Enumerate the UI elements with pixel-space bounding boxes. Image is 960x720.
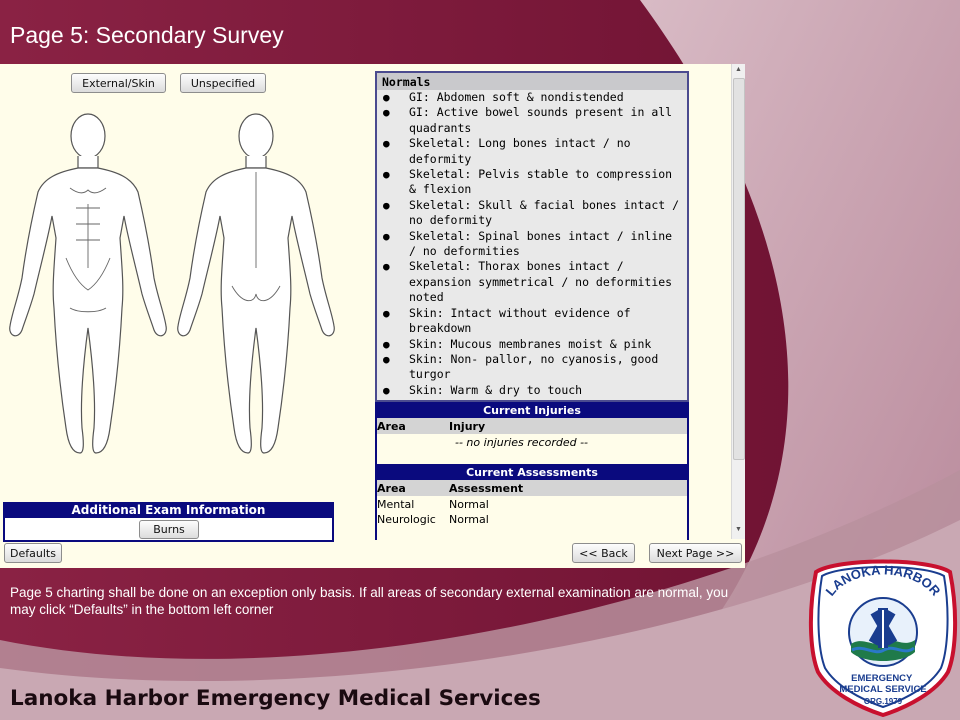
additional-exam-header: Additional Exam Information: [3, 502, 334, 518]
back-button[interactable]: << Back: [572, 543, 635, 563]
bullet-icon: ●: [383, 137, 390, 151]
injuries-col-area: Area: [377, 420, 406, 433]
normals-item-text: Skeletal: Skull & facial bones intact / no deformity: [409, 197, 680, 228]
bullet-icon: ●: [383, 337, 390, 351]
badge-org: ORG.1979: [863, 697, 903, 706]
assessment-row-area: Neurologic: [377, 513, 436, 526]
normals-list-item[interactable]: [377, 306, 687, 337]
normals-item-text: Skin: Warm & dry to touch: [409, 382, 583, 397]
secondary-survey-panel: [0, 64, 745, 568]
normals-item-text: GI: Abdomen soft & nondistended: [409, 90, 624, 104]
bullet-icon: ●: [383, 106, 390, 120]
normals-header: Normals: [377, 73, 687, 90]
no-injuries-text: -- no injuries recorded --: [455, 436, 589, 449]
unspecified-button[interactable]: Unspecified: [180, 73, 266, 93]
normals-item-text: Skeletal: Pelvis stable to compression & flexion: [409, 167, 673, 197]
normals-item-text: GI: Active bowel sounds present in all quadrants: [409, 105, 673, 135]
defaults-button[interactable]: Defaults: [4, 543, 62, 563]
assessment-row-value: Normal: [449, 513, 489, 526]
bullet-icon: ●: [383, 168, 390, 182]
bullet-icon: ●: [383, 383, 390, 397]
normals-list-item[interactable]: [377, 352, 687, 383]
scroll-up-arrow[interactable]: ▲: [735, 66, 742, 73]
normals-item-text: Skeletal: Long bones intact / no deformity: [409, 136, 631, 166]
normals-list[interactable]: [375, 71, 689, 402]
assessments-box: [375, 480, 689, 540]
assessment-row-value: Normal: [449, 498, 489, 511]
bullet-icon: ●: [383, 229, 390, 243]
normals-item-text: Skin: Intact without evidence of breakdown: [409, 305, 631, 336]
assessments-col-area: Area: [377, 482, 406, 495]
normals-list-item[interactable]: [377, 167, 687, 198]
normals-list-item[interactable]: [377, 383, 687, 398]
injuries-box: [375, 418, 689, 464]
slide-title: Page 5: Secondary Survey: [10, 22, 284, 48]
body-back-diagram[interactable]: [176, 108, 336, 463]
normals-list-item[interactable]: [377, 198, 687, 229]
normals-list-item[interactable]: [377, 259, 687, 305]
bullet-icon: ●: [383, 306, 390, 320]
external-skin-button[interactable]: External/Skin: [71, 73, 166, 93]
normals-item-text: Skin: Non- pallor, no cyanosis, good turgor: [409, 351, 659, 382]
slide-description: Page 5 charting shall be done on an exception only basis. If all areas of secondary external examination are normal, you may click “Defaults” in the bottom left corner: [10, 585, 729, 617]
badge-bottom-text: EMERGENCY MEDICAL SERVICE: [839, 673, 927, 695]
normals-list-item[interactable]: [377, 105, 687, 136]
normals-items: [377, 90, 687, 398]
bullet-icon: ●: [383, 352, 390, 366]
assessment-row-area: Mental: [377, 498, 415, 511]
body-front-diagram[interactable]: [8, 108, 168, 463]
page-scrollbar[interactable]: [731, 64, 745, 539]
assessments-col-assessment: Assessment: [449, 482, 524, 495]
bullet-icon: ●: [383, 91, 390, 104]
normals-list-item[interactable]: [377, 90, 687, 105]
footer-title: Lanoka Harbor Emergency Medical Services: [10, 686, 541, 711]
scroll-down-arrow[interactable]: ▼: [735, 526, 742, 533]
normals-list-item[interactable]: [377, 136, 687, 167]
ems-badge-logo: [808, 552, 958, 717]
normals-list-item[interactable]: [377, 337, 687, 352]
badge-top-text: LANOKA HARBOR: [822, 562, 944, 599]
injuries-col-injury: Injury: [449, 420, 486, 433]
normals-list-item[interactable]: [377, 229, 687, 260]
scroll-thumb[interactable]: [733, 78, 745, 460]
normals-item-text: Skeletal: Thorax bones intact / expansion symmetrical / no deformities noted: [409, 259, 673, 305]
next-page-button[interactable]: Next Page >>: [649, 543, 742, 563]
bullet-icon: ●: [383, 198, 390, 212]
bullet-icon: ●: [383, 260, 390, 274]
current-injuries-header: Current Injuries: [375, 402, 689, 418]
normals-item-text: Skin: Mucous membranes moist & pink: [409, 336, 652, 351]
current-assessments-header: Current Assessments: [375, 464, 689, 480]
normals-item-text: Skeletal: Spinal bones intact / inline / no deformities: [409, 228, 673, 259]
burns-button[interactable]: Burns: [139, 520, 199, 539]
